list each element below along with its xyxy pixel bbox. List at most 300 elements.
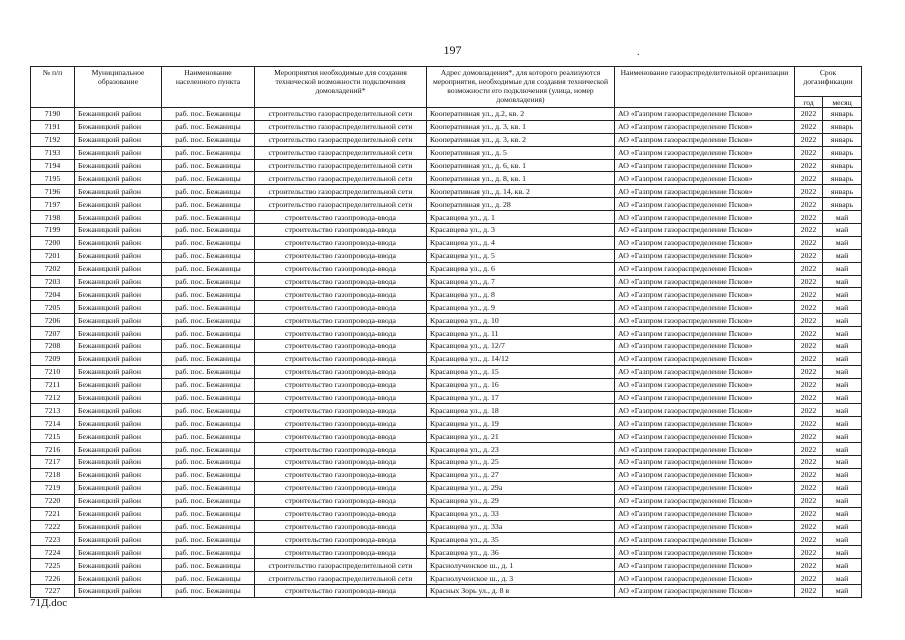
month-cell: май — [823, 236, 862, 249]
year-cell: 2022 — [795, 262, 823, 275]
municipality-cell: Бежаницкий район — [75, 172, 162, 185]
org-cell: АО «Газпром газораспределение Псков» — [615, 417, 795, 430]
municipality-cell: Бежаницкий район — [75, 249, 162, 262]
row-number: 7209 — [31, 352, 75, 365]
year-cell: 2022 — [795, 314, 823, 327]
org-cell: АО «Газпром газораспределение Псков» — [615, 430, 795, 443]
row-number: 7203 — [31, 275, 75, 288]
table-row — [31, 481, 862, 494]
settlement-cell: раб. пос. Бежаницы — [162, 468, 255, 481]
address-cell: Красавцева ул., д. 23 — [427, 443, 615, 456]
table-row — [31, 314, 862, 327]
year-cell: 2022 — [795, 391, 823, 404]
municipality-cell: Бежаницкий район — [75, 275, 162, 288]
settlement-cell: раб. пос. Бежаницы — [162, 314, 255, 327]
org-cell: АО «Газпром газораспределение Псков» — [615, 288, 795, 301]
settlement-cell: раб. пос. Бежаницы — [162, 275, 255, 288]
municipality-cell: Бежаницкий район — [75, 340, 162, 353]
row-number: 7210 — [31, 365, 75, 378]
org-cell: АО «Газпром газораспределение Псков» — [615, 391, 795, 404]
gasification-table — [30, 66, 862, 598]
month-cell: январь — [823, 133, 862, 146]
org-cell: АО «Газпром газораспределение Псков» — [615, 559, 795, 572]
month-cell: май — [823, 301, 862, 314]
month-cell: январь — [823, 108, 862, 121]
settlement-cell: раб. пос. Бежаницы — [162, 327, 255, 340]
row-number: 7194 — [31, 159, 75, 172]
settlement-cell: раб. пос. Бежаницы — [162, 159, 255, 172]
year-cell: 2022 — [795, 430, 823, 443]
footer-filename: 71Д.doc — [30, 597, 68, 609]
municipality-cell: Бежаницкий район — [75, 352, 162, 365]
settlement-cell: раб. пос. Бежаницы — [162, 559, 255, 572]
year-cell: 2022 — [795, 146, 823, 159]
municipality-cell: Бежаницкий район — [75, 507, 162, 520]
year-cell: 2022 — [795, 494, 823, 507]
table-row — [31, 468, 862, 481]
month-cell: май — [823, 224, 862, 237]
year-cell: 2022 — [795, 108, 823, 121]
row-number: 7197 — [31, 198, 75, 211]
table-row — [31, 533, 862, 546]
row-number: 7226 — [31, 572, 75, 585]
measure-cell: строительство газопровода-ввода — [255, 494, 427, 507]
table-row — [31, 211, 862, 224]
month-cell: май — [823, 468, 862, 481]
table-row — [31, 262, 862, 275]
measure-cell: строительство газораспределительной сети — [255, 559, 427, 572]
month-cell: май — [823, 559, 862, 572]
address-cell: Красавцева ул., д. 36 — [427, 546, 615, 559]
org-cell: АО «Газпром газораспределение Псков» — [615, 546, 795, 559]
address-cell: Красавцева ул., д. 33а — [427, 520, 615, 533]
month-cell: май — [823, 481, 862, 494]
row-number: 7211 — [31, 378, 75, 391]
table-row — [31, 120, 862, 133]
settlement-cell: раб. пос. Бежаницы — [162, 572, 255, 585]
municipality-cell: Бежаницкий район — [75, 314, 162, 327]
settlement-cell: раб. пос. Бежаницы — [162, 301, 255, 314]
org-cell: АО «Газпром газораспределение Псков» — [615, 404, 795, 417]
table-row — [31, 108, 862, 121]
table-row — [31, 584, 862, 597]
page-mark: . — [637, 47, 640, 58]
settlement-cell: раб. пос. Бежаницы — [162, 443, 255, 456]
org-cell: АО «Газпром газораспределение Псков» — [615, 378, 795, 391]
org-cell: АО «Газпром газораспределение Псков» — [615, 198, 795, 211]
settlement-cell: раб. пос. Бежаницы — [162, 481, 255, 494]
org-cell: АО «Газпром газораспределение Псков» — [615, 520, 795, 533]
measure-cell: строительство газопровода-ввода — [255, 262, 427, 275]
year-cell: 2022 — [795, 301, 823, 314]
month-cell: май — [823, 249, 862, 262]
measure-cell: строительство газораспределительной сети — [255, 198, 427, 211]
row-number: 7223 — [31, 533, 75, 546]
year-cell: 2022 — [795, 340, 823, 353]
month-cell: май — [823, 417, 862, 430]
org-cell: АО «Газпром газораспределение Псков» — [615, 211, 795, 224]
municipality-cell: Бежаницкий район — [75, 417, 162, 430]
year-cell: 2022 — [795, 352, 823, 365]
table-row — [31, 159, 862, 172]
table-row — [31, 559, 862, 572]
address-cell: Кооперативная ул., д. 28 — [427, 198, 615, 211]
year-cell: 2022 — [795, 507, 823, 520]
org-cell: АО «Газпром газораспределение Псков» — [615, 352, 795, 365]
settlement-cell: раб. пос. Бежаницы — [162, 224, 255, 237]
settlement-cell: раб. пос. Бежаницы — [162, 236, 255, 249]
measure-cell: строительство газопровода-ввода — [255, 481, 427, 494]
month-cell: май — [823, 430, 862, 443]
address-cell: Красавцева ул., д. 6 — [427, 262, 615, 275]
row-number: 7212 — [31, 391, 75, 404]
year-cell: 2022 — [795, 198, 823, 211]
table-row — [31, 507, 862, 520]
municipality-cell: Бежаницкий район — [75, 520, 162, 533]
header-org: Наименование газораспределительной организации — [615, 67, 795, 108]
settlement-cell: раб. пос. Бежаницы — [162, 507, 255, 520]
org-cell: АО «Газпром газораспределение Псков» — [615, 481, 795, 494]
year-cell: 2022 — [795, 211, 823, 224]
table-row — [31, 404, 862, 417]
year-cell: 2022 — [795, 365, 823, 378]
municipality-cell: Бежаницкий район — [75, 108, 162, 121]
table-row — [31, 133, 862, 146]
address-cell: Красавцева ул., д. 10 — [427, 314, 615, 327]
row-number: 7224 — [31, 546, 75, 559]
measure-cell: строительство газораспределительной сети — [255, 185, 427, 198]
address-cell: Кооперативная ул., д. 14, кв. 2 — [427, 185, 615, 198]
settlement-cell: раб. пос. Бежаницы — [162, 172, 255, 185]
table-row — [31, 185, 862, 198]
header-measures: Мероприятия необходимые для создания технической возможности подключения домовладений* — [255, 67, 427, 108]
year-cell: 2022 — [795, 520, 823, 533]
measure-cell: строительство газопровода-ввода — [255, 352, 427, 365]
org-cell: АО «Газпром газораспределение Псков» — [615, 584, 795, 597]
row-number: 7207 — [31, 327, 75, 340]
month-cell: май — [823, 520, 862, 533]
org-cell: АО «Газпром газораспределение Псков» — [615, 301, 795, 314]
org-cell: АО «Газпром газораспределение Псков» — [615, 494, 795, 507]
municipality-cell: Бежаницкий район — [75, 288, 162, 301]
address-cell: Красавцева ул., д. 16 — [427, 378, 615, 391]
year-cell: 2022 — [795, 172, 823, 185]
table-row — [31, 327, 862, 340]
settlement-cell: раб. пос. Бежаницы — [162, 456, 255, 469]
org-cell: АО «Газпром газораспределение Псков» — [615, 224, 795, 237]
address-cell: Красавцева ул., д. 7 — [427, 275, 615, 288]
row-number: 7193 — [31, 146, 75, 159]
measure-cell: строительство газопровода-ввода — [255, 327, 427, 340]
municipality-cell: Бежаницкий район — [75, 533, 162, 546]
measure-cell: строительство газораспределительной сети — [255, 120, 427, 133]
org-cell: АО «Газпром газораспределение Псков» — [615, 172, 795, 185]
measure-cell: строительство газораспределительной сети — [255, 172, 427, 185]
address-cell: Красавцева ул., д. 5 — [427, 249, 615, 262]
measure-cell: строительство газораспределительной сети — [255, 159, 427, 172]
row-number: 7222 — [31, 520, 75, 533]
month-cell: май — [823, 404, 862, 417]
settlement-cell: раб. пос. Бежаницы — [162, 198, 255, 211]
table-row — [31, 146, 862, 159]
table-row — [31, 391, 862, 404]
year-cell: 2022 — [795, 456, 823, 469]
org-cell: АО «Газпром газораспределение Псков» — [615, 133, 795, 146]
table-row — [31, 494, 862, 507]
address-cell: Красавцева ул., д. 29 — [427, 494, 615, 507]
measure-cell: строительство газопровода-ввода — [255, 249, 427, 262]
address-cell: Краснолученское ш., д. 1 — [427, 559, 615, 572]
municipality-cell: Бежаницкий район — [75, 185, 162, 198]
measure-cell: строительство газопровода-ввода — [255, 417, 427, 430]
row-number: 7227 — [31, 584, 75, 597]
measure-cell: строительство газопровода-ввода — [255, 584, 427, 597]
header-month: месяц — [823, 97, 862, 108]
row-number: 7213 — [31, 404, 75, 417]
row-number: 7206 — [31, 314, 75, 327]
month-cell: май — [823, 507, 862, 520]
table-row — [31, 340, 862, 353]
measure-cell: строительство газопровода-ввода — [255, 533, 427, 546]
address-cell: Красавцева ул., д. 11 — [427, 327, 615, 340]
year-cell: 2022 — [795, 236, 823, 249]
settlement-cell: раб. пос. Бежаницы — [162, 108, 255, 121]
measure-cell: строительство газораспределительной сети — [255, 146, 427, 159]
measure-cell: строительство газопровода-ввода — [255, 430, 427, 443]
measure-cell: строительство газопровода-ввода — [255, 520, 427, 533]
org-cell: АО «Газпром газораспределение Псков» — [615, 468, 795, 481]
municipality-cell: Бежаницкий район — [75, 559, 162, 572]
measure-cell: строительство газопровода-ввода — [255, 443, 427, 456]
settlement-cell: раб. пос. Бежаницы — [162, 133, 255, 146]
month-cell: май — [823, 327, 862, 340]
row-number: 7204 — [31, 288, 75, 301]
address-cell: Красавцева ул., д. 21 — [427, 430, 615, 443]
settlement-cell: раб. пос. Бежаницы — [162, 352, 255, 365]
municipality-cell: Бежаницкий район — [75, 481, 162, 494]
settlement-cell: раб. пос. Бежаницы — [162, 494, 255, 507]
address-cell: Красавцева ул., д. 18 — [427, 404, 615, 417]
row-number: 7195 — [31, 172, 75, 185]
table-row — [31, 520, 862, 533]
header-num: № п/п — [31, 67, 75, 108]
table-row — [31, 236, 862, 249]
municipality-cell: Бежаницкий район — [75, 572, 162, 585]
municipality-cell: Бежаницкий район — [75, 211, 162, 224]
month-cell: май — [823, 262, 862, 275]
address-cell: Красавцева ул., д. 19 — [427, 417, 615, 430]
year-cell: 2022 — [795, 275, 823, 288]
table-row — [31, 572, 862, 585]
settlement-cell: раб. пос. Бежаницы — [162, 584, 255, 597]
org-cell: АО «Газпром газораспределение Псков» — [615, 262, 795, 275]
settlement-cell: раб. пос. Бежаницы — [162, 391, 255, 404]
measure-cell: строительство газопровода-ввода — [255, 340, 427, 353]
org-cell: АО «Газпром газораспределение Псков» — [615, 365, 795, 378]
org-cell: АО «Газпром газораспределение Псков» — [615, 120, 795, 133]
municipality-cell: Бежаницкий район — [75, 443, 162, 456]
municipality-cell: Бежаницкий район — [75, 146, 162, 159]
month-cell: январь — [823, 172, 862, 185]
address-cell: Кооперативная ул., д. 3, кв. 2 — [427, 133, 615, 146]
month-cell: май — [823, 443, 862, 456]
row-number: 7205 — [31, 301, 75, 314]
row-number: 7196 — [31, 185, 75, 198]
year-cell: 2022 — [795, 288, 823, 301]
row-number: 7215 — [31, 430, 75, 443]
org-cell: АО «Газпром газораспределение Псков» — [615, 443, 795, 456]
year-cell: 2022 — [795, 417, 823, 430]
month-cell: май — [823, 572, 862, 585]
table-body — [31, 108, 862, 598]
org-cell: АО «Газпром газораспределение Псков» — [615, 456, 795, 469]
measure-cell: строительство газопровода-ввода — [255, 365, 427, 378]
org-cell: АО «Газпром газораспределение Псков» — [615, 108, 795, 121]
table-row — [31, 172, 862, 185]
table-row — [31, 198, 862, 211]
municipality-cell: Бежаницкий район — [75, 404, 162, 417]
measure-cell: строительство газопровода-ввода — [255, 236, 427, 249]
address-cell: Красавцева ул., д. 33 — [427, 507, 615, 520]
year-cell: 2022 — [795, 378, 823, 391]
org-cell: АО «Газпром газораспределение Псков» — [615, 159, 795, 172]
settlement-cell: раб. пос. Бежаницы — [162, 340, 255, 353]
address-cell: Кооперативная ул., д. 8, кв. 1 — [427, 172, 615, 185]
municipality-cell: Бежаницкий район — [75, 120, 162, 133]
table-row — [31, 378, 862, 391]
municipality-cell: Бежаницкий район — [75, 159, 162, 172]
address-cell: Красавцева ул., д. 1 — [427, 211, 615, 224]
settlement-cell: раб. пос. Бежаницы — [162, 365, 255, 378]
year-cell: 2022 — [795, 404, 823, 417]
measure-cell: строительство газопровода-ввода — [255, 507, 427, 520]
address-cell: Красавцева ул., д. 27 — [427, 468, 615, 481]
table-row — [31, 249, 862, 262]
address-cell: Красавцева ул., д. 3 — [427, 224, 615, 237]
measure-cell: строительство газопровода-ввода — [255, 468, 427, 481]
org-cell: АО «Газпром газораспределение Псков» — [615, 533, 795, 546]
month-cell: май — [823, 314, 862, 327]
table-row — [31, 443, 862, 456]
month-cell: январь — [823, 198, 862, 211]
municipality-cell: Бежаницкий район — [75, 468, 162, 481]
month-cell: май — [823, 391, 862, 404]
org-cell: АО «Газпром газораспределение Псков» — [615, 146, 795, 159]
municipality-cell: Бежаницкий район — [75, 198, 162, 211]
month-cell: май — [823, 584, 862, 597]
settlement-cell: раб. пос. Бежаницы — [162, 520, 255, 533]
month-cell: январь — [823, 185, 862, 198]
row-number: 7221 — [31, 507, 75, 520]
settlement-cell: раб. пос. Бежаницы — [162, 417, 255, 430]
municipality-cell: Бежаницкий район — [75, 365, 162, 378]
settlement-cell: раб. пос. Бежаницы — [162, 249, 255, 262]
address-cell: Красавцева ул., д. 8 — [427, 288, 615, 301]
measure-cell: строительство газопровода-ввода — [255, 224, 427, 237]
table-row — [31, 224, 862, 237]
header-address: Адрес домовладения*, для которого реализуются мероприятия, необходимые для создания технической возможности его подключения (улица, номер домовладения) — [427, 67, 615, 108]
month-cell: январь — [823, 146, 862, 159]
address-cell: Кооперативная ул., д. 6, кв. 1 — [427, 159, 615, 172]
header-municipality: Муниципальное образование — [75, 67, 162, 108]
address-cell: Красавцева ул., д. 25 — [427, 456, 615, 469]
settlement-cell: раб. пос. Бежаницы — [162, 185, 255, 198]
measure-cell: строительство газораспределительной сети — [255, 108, 427, 121]
municipality-cell: Бежаницкий район — [75, 546, 162, 559]
measure-cell: строительство газопровода-ввода — [255, 211, 427, 224]
year-cell: 2022 — [795, 481, 823, 494]
year-cell: 2022 — [795, 159, 823, 172]
row-number: 7199 — [31, 224, 75, 237]
page-number: 197 — [443, 43, 462, 57]
year-cell: 2022 — [795, 468, 823, 481]
table-row — [31, 456, 862, 469]
measure-cell: строительство газопровода-ввода — [255, 301, 427, 314]
municipality-cell: Бежаницкий район — [75, 133, 162, 146]
year-cell: 2022 — [795, 443, 823, 456]
measure-cell: строительство газопровода-ввода — [255, 391, 427, 404]
header-term: Срок догазификации — [795, 67, 862, 97]
table-row — [31, 352, 862, 365]
measure-cell: строительство газопровода-ввода — [255, 275, 427, 288]
address-cell: Краснолученское ш., д. 3 — [427, 572, 615, 585]
address-cell: Красавцева ул., д. 17 — [427, 391, 615, 404]
year-cell: 2022 — [795, 185, 823, 198]
row-number: 7214 — [31, 417, 75, 430]
table-row — [31, 546, 862, 559]
table-row — [31, 288, 862, 301]
org-cell: АО «Газпром газораспределение Псков» — [615, 314, 795, 327]
header-settlement: Наименование населенного пункта — [162, 67, 255, 108]
municipality-cell: Бежаницкий район — [75, 584, 162, 597]
month-cell: май — [823, 340, 862, 353]
year-cell: 2022 — [795, 120, 823, 133]
settlement-cell: раб. пос. Бежаницы — [162, 120, 255, 133]
address-cell: Красавцева ул., д. 14/12 — [427, 352, 615, 365]
address-cell: Красавцева ул., д. 4 — [427, 236, 615, 249]
month-cell: май — [823, 275, 862, 288]
month-cell: январь — [823, 120, 862, 133]
measure-cell: строительство газопровода-ввода — [255, 456, 427, 469]
municipality-cell: Бежаницкий район — [75, 494, 162, 507]
row-number: 7191 — [31, 120, 75, 133]
settlement-cell: раб. пос. Бежаницы — [162, 404, 255, 417]
year-cell: 2022 — [795, 224, 823, 237]
row-number: 7217 — [31, 456, 75, 469]
row-number: 7208 — [31, 340, 75, 353]
year-cell: 2022 — [795, 572, 823, 585]
municipality-cell: Бежаницкий район — [75, 456, 162, 469]
month-cell: май — [823, 365, 862, 378]
row-number: 7219 — [31, 481, 75, 494]
address-cell: Красавцева ул., д. 15 — [427, 365, 615, 378]
row-number: 7190 — [31, 108, 75, 121]
row-number: 7201 — [31, 249, 75, 262]
org-cell: АО «Газпром газораспределение Псков» — [615, 275, 795, 288]
month-cell: май — [823, 288, 862, 301]
municipality-cell: Бежаницкий район — [75, 430, 162, 443]
org-cell: АО «Газпром газораспределение Псков» — [615, 249, 795, 262]
header-year: год — [795, 97, 823, 108]
municipality-cell: Бежаницкий район — [75, 236, 162, 249]
row-number: 7225 — [31, 559, 75, 572]
municipality-cell: Бежаницкий район — [75, 327, 162, 340]
org-cell: АО «Газпром газораспределение Псков» — [615, 327, 795, 340]
address-cell: Красавцева ул., д. 35 — [427, 533, 615, 546]
table-row — [31, 430, 862, 443]
year-cell: 2022 — [795, 546, 823, 559]
month-cell: май — [823, 352, 862, 365]
